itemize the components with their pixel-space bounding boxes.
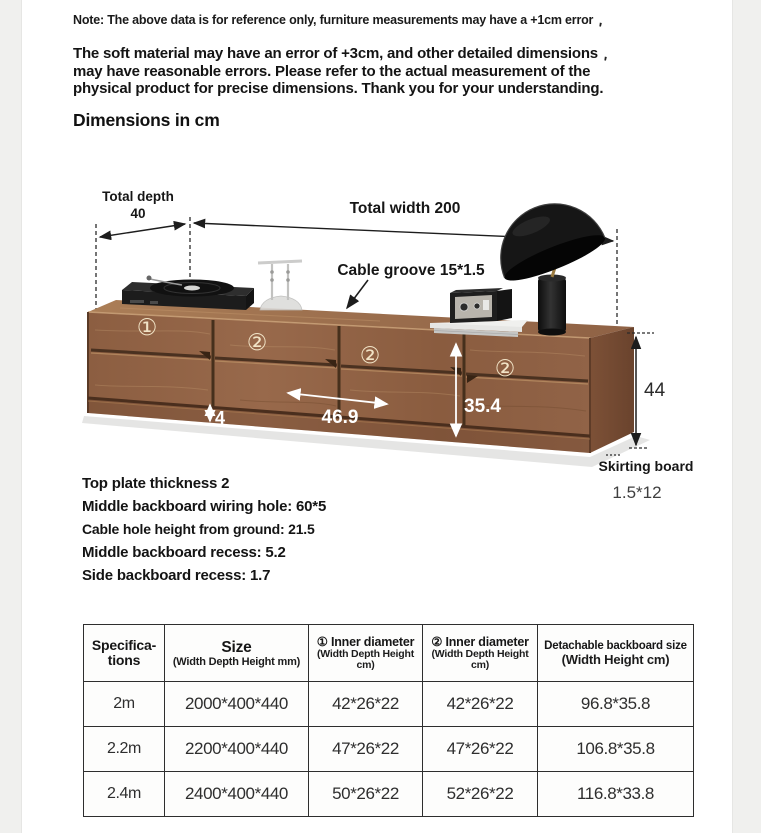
furniture-dimension-diagram	[0, 160, 761, 510]
table-row	[84, 682, 694, 727]
disclaimer-line: The soft material may have an error of +3cm, and other detailed dimensions	[73, 45, 598, 62]
header-inner-diameter-1: ① Inner diameter (Width Depth Height cm)	[309, 625, 423, 682]
table-row	[84, 727, 694, 772]
base-height-value: 4	[215, 408, 226, 428]
cell-inner1: 47*26*22	[309, 727, 423, 772]
header-size: Size (Width Depth Height mm)	[165, 625, 309, 682]
cell-spec: 2.2m	[84, 727, 165, 772]
cable-groove-arrow	[347, 280, 368, 308]
spec-note: Middle backboard wiring hole: 60*5	[82, 498, 327, 515]
smudge-mark: '	[596, 19, 604, 38]
skirting-board-label: Skirting board	[598, 458, 694, 474]
total-width-label: Total width 200	[349, 200, 461, 217]
cell-spec: 2m	[84, 682, 165, 727]
cell-backboard: 106.8*35.8	[538, 727, 694, 772]
disclaimer-paragraph	[73, 45, 618, 98]
total-depth-arrow	[100, 224, 185, 237]
cell-inner2: 42*26*22	[423, 682, 538, 727]
turntable-decor	[122, 276, 254, 311]
table-header-row	[84, 625, 694, 682]
cell-size: 2200*400*440	[165, 727, 309, 772]
total-depth-label: Total depth	[102, 189, 174, 204]
drawer-marker-3: ②	[359, 343, 381, 369]
spec-note: Side backboard recess: 1.7	[82, 567, 271, 584]
cell-backboard: 96.8*35.8	[538, 682, 694, 727]
drawer-marker-2: ②	[246, 330, 268, 356]
disclaimer-line: physical product for precise dimensions. Thank you for your understanding.	[73, 80, 604, 97]
inner-height-value: 35.4	[464, 396, 501, 417]
header-inner-diameter-2: ② Inner diameter (Width Depth Height cm)	[423, 625, 538, 682]
cell-size: 2000*400*440	[165, 682, 309, 727]
overall-height-value: 44	[644, 380, 666, 401]
page-title: Dimensions in cm	[73, 110, 220, 130]
cell-inner1: 50*26*22	[309, 772, 423, 817]
drawer-marker-1: ①	[136, 315, 158, 341]
books-and-radio-decor	[430, 288, 528, 337]
reference-note: Note: The above data is for reference only, furniture measurements may have a +1cm error	[73, 13, 594, 27]
specifications-table	[83, 624, 694, 817]
cell-spec: 2.4m	[84, 772, 165, 817]
spec-note: Middle backboard recess: 5.2	[82, 544, 286, 561]
cell-size: 2400*400*440	[165, 772, 309, 817]
cell-inner2: 47*26*22	[423, 727, 538, 772]
skirting-board-value: 1.5*12	[612, 483, 662, 502]
spec-notes-list	[82, 472, 326, 587]
header-specifications: Specifica-tions	[84, 625, 165, 682]
spec-note: Top plate thickness 2	[82, 475, 230, 492]
spec-note: Cable hole height from ground: 21.5	[82, 521, 315, 537]
cable-groove-label: Cable groove 15*1.5	[337, 262, 485, 279]
cell-inner1: 42*26*22	[309, 682, 423, 727]
total-depth-value: 40	[130, 206, 146, 221]
drawer-marker-4: ②	[494, 356, 516, 382]
smudge-mark: '	[601, 53, 609, 72]
disclaimer-line: may have reasonable errors. Please refer to the actual measurement of the	[73, 62, 591, 80]
table-row	[84, 772, 694, 817]
cell-inner2: 52*26*22	[423, 772, 538, 817]
header-detachable-backboard: Detachable backboard size (Width Height cm)	[538, 625, 694, 682]
cell-backboard: 116.8*33.8	[538, 772, 694, 817]
headphone-stand-decor	[258, 261, 302, 310]
inner-width-value: 46.9	[321, 407, 359, 428]
